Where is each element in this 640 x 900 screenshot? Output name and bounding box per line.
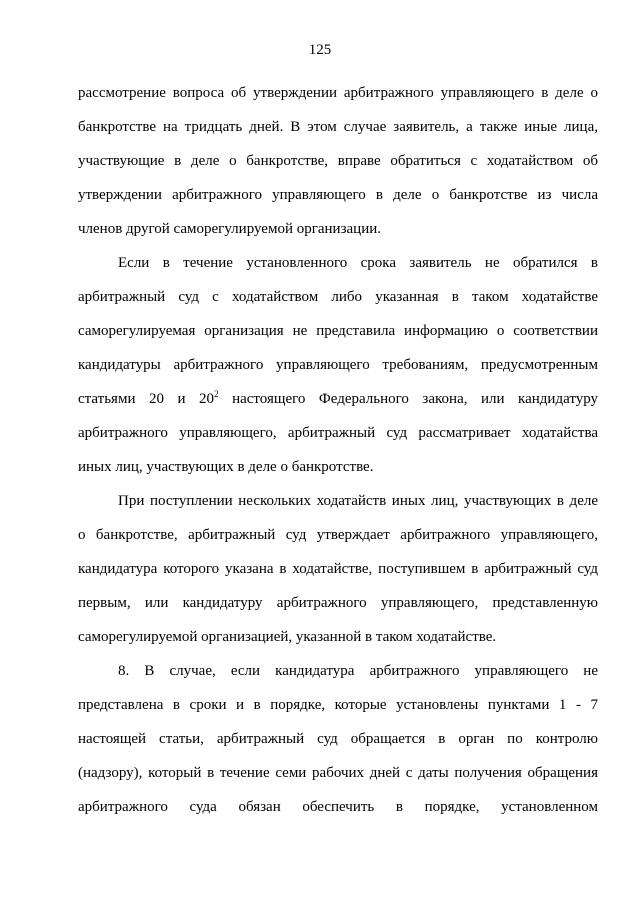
paragraph bbox=[78, 76, 598, 246]
text-line: арбитражный суд с ходатайством либо указанная в таком ходатайстве bbox=[78, 289, 598, 305]
text-line: иных лиц, участвующих в деле о банкротстве. bbox=[78, 459, 374, 475]
text-line: первым, или кандидатуру арбитражного управляющего, представленную bbox=[78, 595, 598, 611]
text-line: рассмотрение вопроса об утверждении арбитражного управляющего в деле о bbox=[78, 85, 598, 101]
superscript: 2 bbox=[214, 389, 219, 399]
page-number: 125 bbox=[308, 42, 332, 58]
document-body bbox=[78, 76, 598, 824]
text-line: саморегулируемой организацией, указанной в таком ходатайстве. bbox=[78, 629, 497, 645]
text-line: 8. В случае, если кандидатура арбитражного управляющего не bbox=[118, 663, 598, 679]
text-line: о банкротстве, арбитражный суд утверждает арбитражного управляющего, bbox=[78, 527, 598, 543]
text-line: кандидатуры арбитражного управляющего требованиям, предусмотренным bbox=[78, 357, 598, 373]
text-line: представлена в сроки и в порядке, которые установлены пунктами 1 - 7 bbox=[78, 697, 598, 713]
paragraph bbox=[78, 484, 598, 654]
paragraph bbox=[78, 654, 598, 824]
text-line: При поступлении нескольких ходатайств иных лиц, участвующих в деле bbox=[118, 493, 598, 509]
text-line: саморегулируемая организация не представила информацию о соответствии bbox=[78, 323, 598, 339]
text-line bbox=[78, 382, 598, 416]
line-text-pre: статьями 20 и 20 bbox=[78, 391, 215, 407]
text-line: арбитражного управляющего, арбитражный суд рассматривает ходатайства bbox=[78, 425, 598, 441]
line-text-post: настоящего Федерального закона, или кандидатуру bbox=[218, 391, 599, 407]
text-line: настоящей статьи, арбитражный суд обращается в орган по контролю bbox=[78, 731, 598, 747]
text-line: участвующие в деле о банкротстве, вправе обратиться с ходатайством об bbox=[78, 153, 598, 169]
text-line: членов другой саморегулируемой организации. bbox=[78, 221, 382, 237]
text-line: кандидатура которого указана в ходатайстве, поступившем в арбитражный суд bbox=[78, 561, 598, 577]
text-line: банкротстве на тридцать дней. В этом случае заявитель, а также иные лица, bbox=[78, 119, 598, 135]
text-line: (надзору), который в течение семи рабочих дней с даты получения обращения bbox=[78, 765, 598, 781]
text-line: арбитражного суда обязан обеспечить в порядке, установленном bbox=[78, 799, 598, 815]
paragraph bbox=[78, 246, 598, 484]
text-line: Если в течение установленного срока заявитель не обратился в bbox=[118, 255, 598, 271]
text-line: утверждении арбитражного управляющего в деле о банкротстве из числа bbox=[78, 187, 598, 203]
